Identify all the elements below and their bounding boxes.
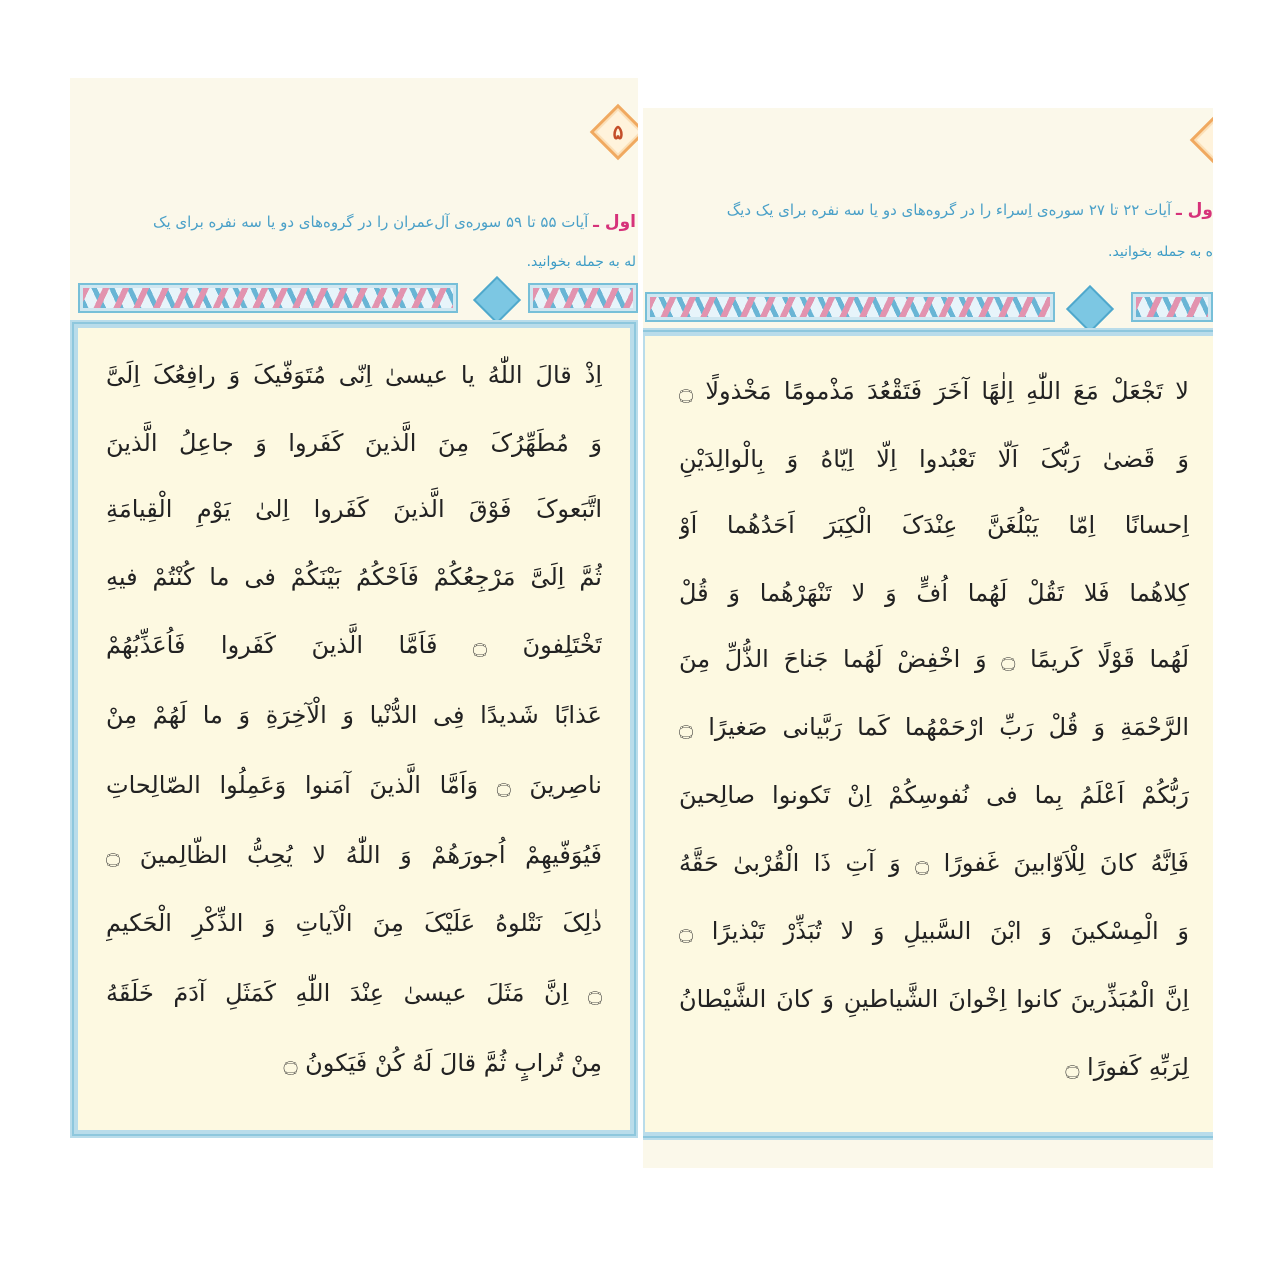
ornament-tile [78,283,458,313]
instruction-prefix: ول ـ [1175,200,1213,220]
left-page [70,78,638,1138]
ornament-tile [528,283,638,313]
verse-line: لَهُما قَوْلًا کَریمًا ۝ وَ اخْفِضْ لَهُما جَناحَ الذُّلِّ مِنَ [679,645,1189,673]
verse-line: وَ قَضیٰ رَبُّکَ اَلّا تَعْبُدوا اِلّا اِیّاهُ وَ بِالْوالِدَیْنِ [679,445,1189,473]
verse-line: کِلاهُما فَلا تَقُلْ لَهُما اُفٍّ وَ لا تَنْهَرْهُما وَ قُلْ [679,579,1189,607]
verse-line: مِنْ تُرابٍ ثُمَّ قالَ لَهُ کُنْ فَیَکونُ ۝ [283,1049,602,1077]
verse-line: لِرَبِّهِ کَفورًا ۝ [1065,1053,1189,1081]
verse-line: اِحسانًا اِمّا یَبْلُغَنَّ عِنْدَکَ الْکِبَرَ اَحَدُهُما اَوْ [679,511,1189,539]
instruction-text: آیات ۲۲ تا ۲۷ سوره‌ی اِسراء را در گروه‌های دو یا سه نفره برای یک دیگ [726,201,1172,219]
verse-line: اِذْ قالَ اللّٰهُ یا عیسیٰ اِنّی مُتَوَفّیکَ وَ رافِعُکَ اِلَیَّ [106,361,602,389]
verse-line: لا تَجْعَلْ مَعَ اللّٰهِ اِلٰهًا آخَرَ فَتَقْعُدَ مَذْمومًا مَخْذولًا ۝ [679,377,1189,405]
instruction-continuation: له به جمله بخوانید. [526,254,636,270]
verse-line: ذٰلِکَ نَتْلوهُ عَلَیْکَ مِنَ الْآیاتِ وَ الذِّکْرِ الْحَکیمِ [106,909,602,937]
ornament-tile [1131,292,1213,322]
verse-lines [106,352,602,1077]
right-page [643,108,1213,1168]
verse-line: اتَّبَعوکَ فَوْقَ الَّذینَ کَفَروا اِلیٰ یَوْمِ الْقِیامَةِ [106,495,602,523]
verse-lines [679,368,1189,1088]
instruction-line [70,212,636,232]
verse-line: اِنَّ الْمُبَذِّرینَ کانوا اِخْوانَ الشَّیاطینِ وَ کانَ الشَّیْطانُ [679,985,1189,1013]
page-number: ۵ [612,120,624,144]
ornament-diamond [1066,285,1114,333]
page-number-badge [1190,112,1213,169]
verse-line: وَ مُطَهِّرُکَ مِنَ الَّذینَ کَفَروا وَ جاعِلُ الَّذینَ [106,429,602,457]
instruction-line [643,200,1213,220]
verse-line: ثُمَّ اِلَیَّ مَرْجِعُکُمْ فَاَحْکُمُ بَیْنَکُمْ فی ما کُنْتُمْ فیهِ [106,563,602,591]
verse-line: تَخْتَلِفونَ ۝ فَاَمَّا الَّذینَ کَفَروا فَاُعَذِّبُهُمْ [106,631,602,659]
ornament-tile [645,292,1055,322]
ornament-band [70,283,638,313]
verse-line: وَ الْمِسْکینَ وَ ابْنَ السَّبیلِ وَ لا تُبَذِّرْ تَبْذیرًا ۝ [679,917,1189,945]
ornament-diamond [473,276,521,324]
ornament-band [643,292,1213,322]
verse-line: ۝ اِنَّ مَثَلَ عیسیٰ عِنْدَ اللّٰهِ کَمَثَلِ آدَمَ خَلَقَهُ [106,979,602,1007]
instruction-prefix: اول ـ [593,212,636,232]
instruction-text: آیات ۵۵ تا ۵۹ سوره‌ی آل‌عمران را در گروه‌های دو یا سه نفره برای یک [153,213,589,231]
verse-line: رَبُّکُمْ اَعْلَمُ بِما فی نُفوسِکُمْ اِنْ تَکونوا صالِحینَ [679,781,1189,809]
verse-line: الرَّحْمَةِ وَ قُلْ رَبِّ ارْحَمْهُما کَما رَبَّیانی صَغیرًا ۝ [679,713,1189,741]
verse-line: فَیُوَفّیهِمْ اُجورَهُمْ وَ اللّٰهُ لا یُحِبُّ الظّالِمینَ ۝ [106,841,602,869]
instruction-continuation: ه به جمله بخوانید. [1108,244,1213,260]
verse-line: ناصِرینَ ۝ وَاَمَّا الَّذینَ آمَنوا وَعَمِلُوا الصّالِحاتِ [106,771,602,799]
verse-line: فَاِنَّهُ کانَ لِلْاَوّابینَ غَفورًا ۝ وَ آتِ ذَا الْقُرْبیٰ حَقَّهُ [679,849,1189,877]
verse-line: عَذابًا شَدیدًا فِی الدُّنْیا وَ الْآخِرَةِ وَ ما لَهُمْ مِنْ [106,701,602,729]
page-number-badge [590,104,638,161]
